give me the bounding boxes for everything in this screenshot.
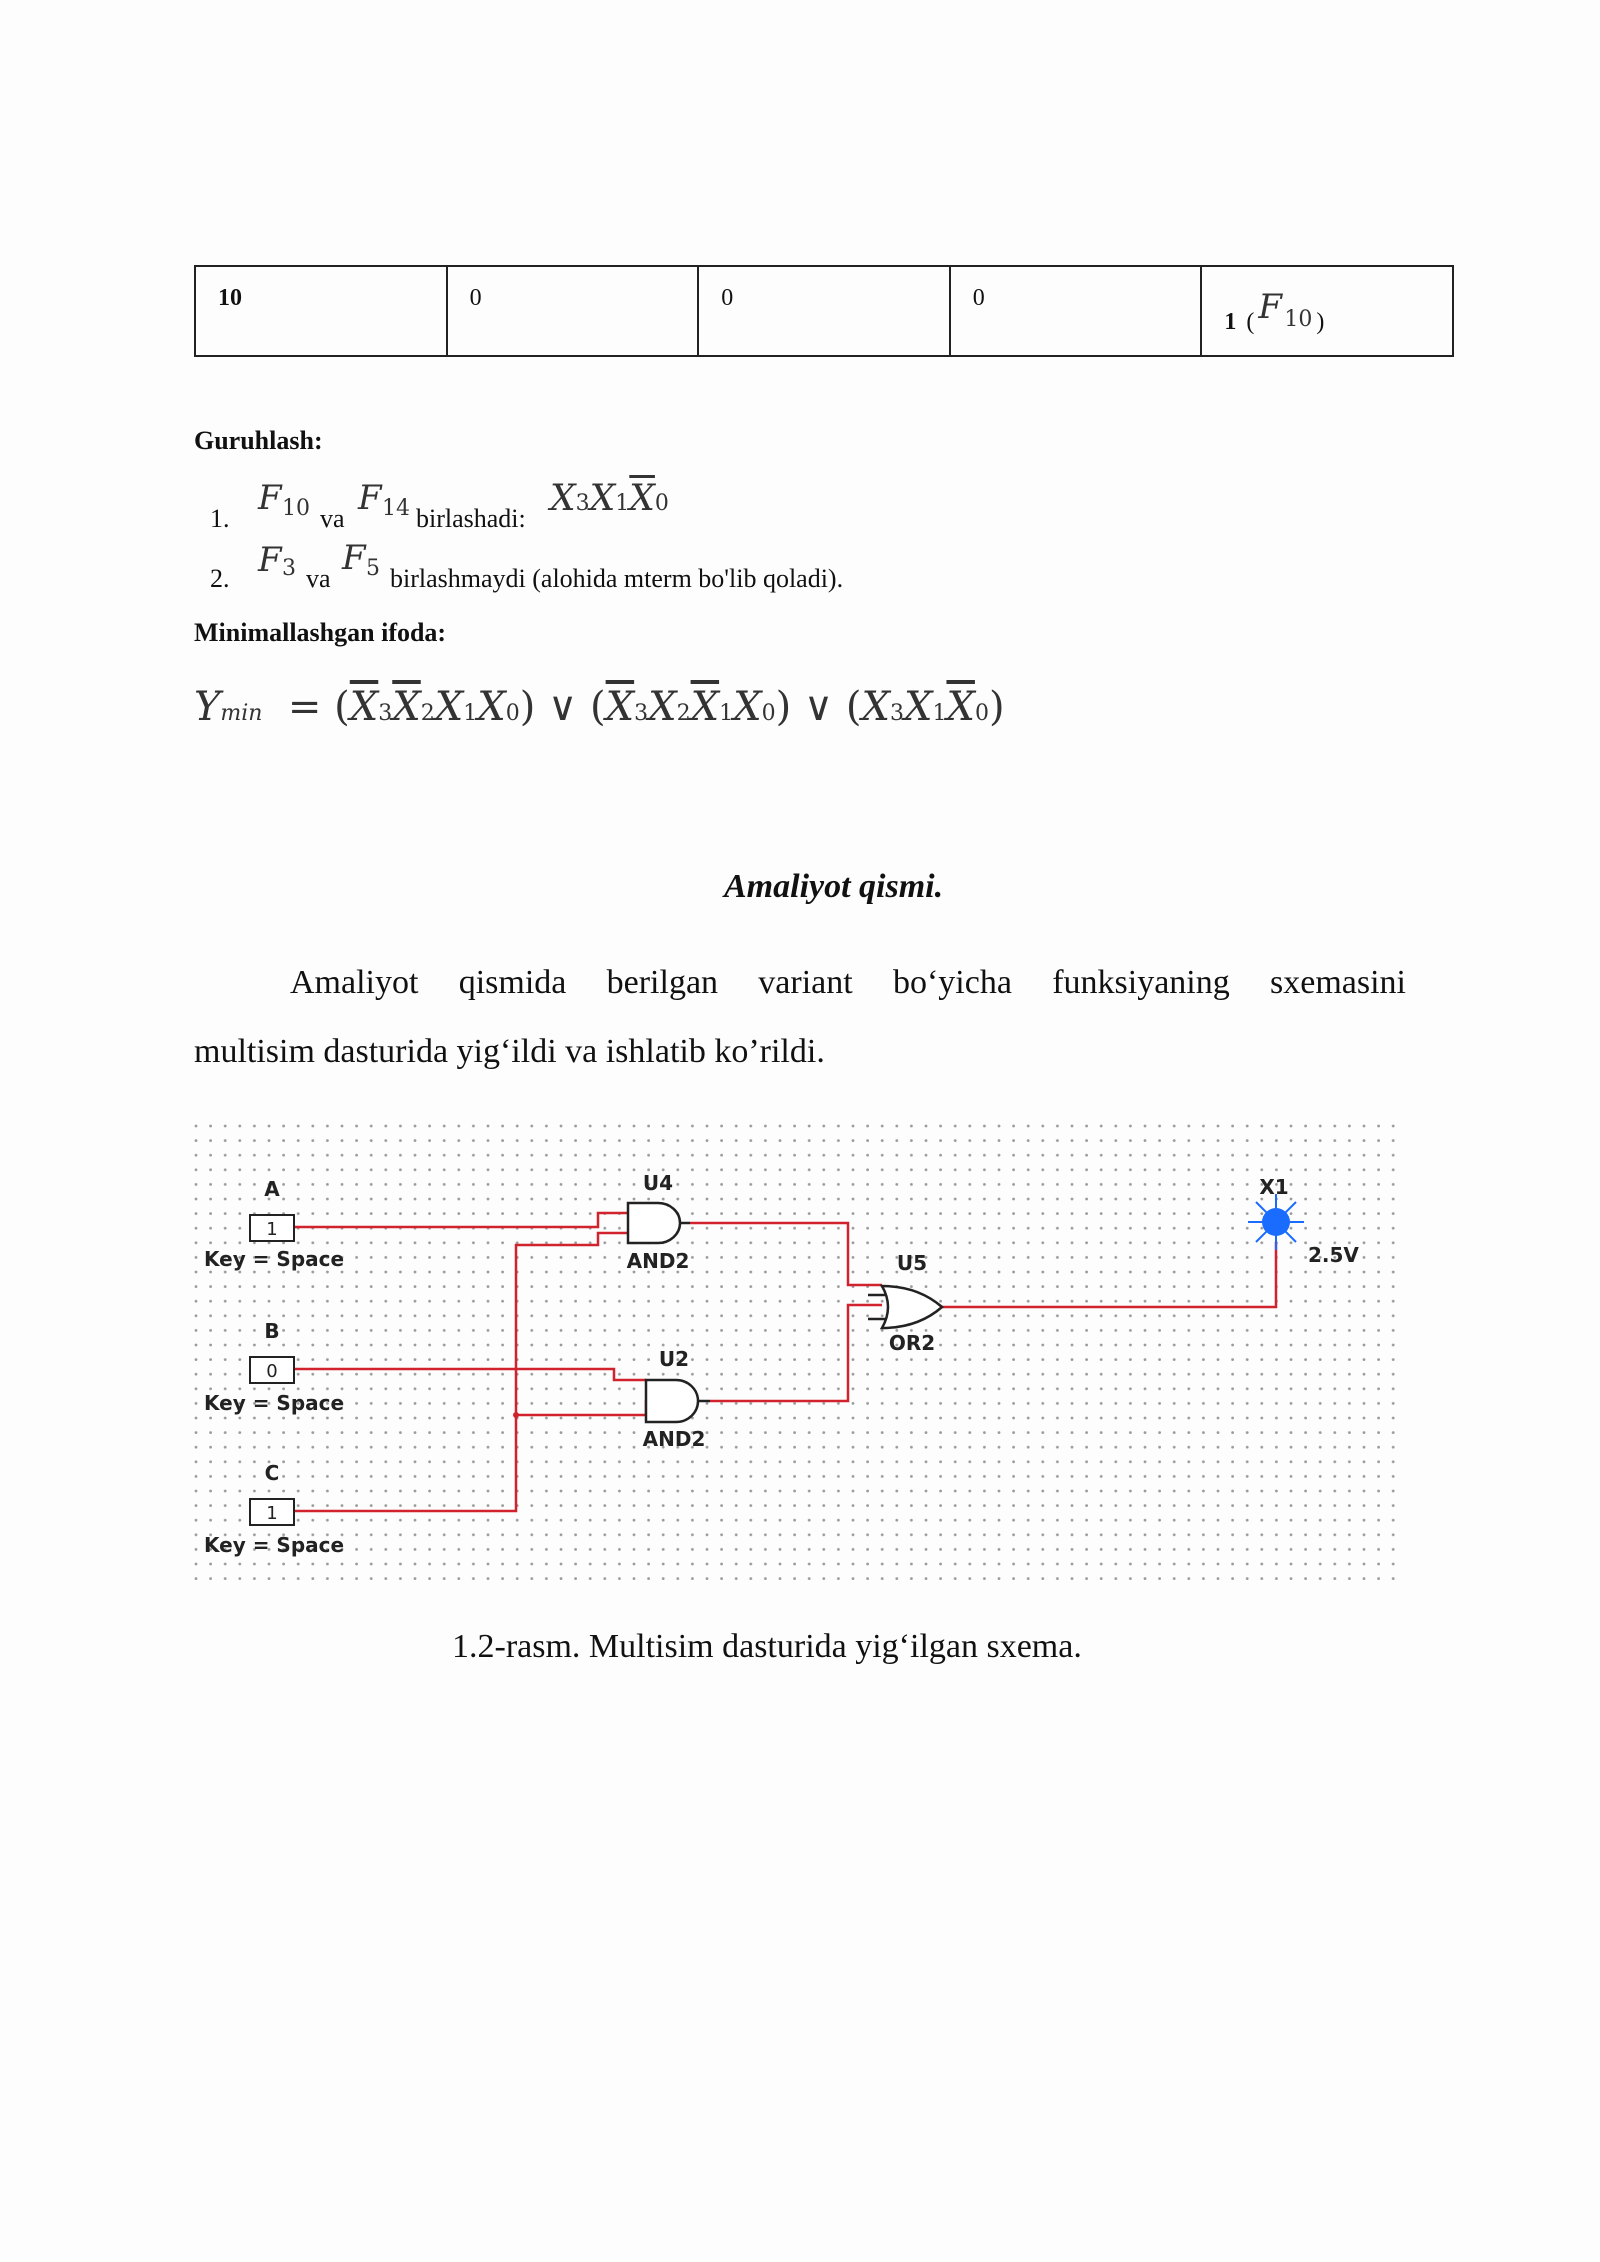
- math-symbol: F: [342, 538, 366, 578]
- switch-b[interactable]: [250, 1357, 294, 1383]
- minimized-expression: $Ymin = (\overline{X}3\overline{X}2X1X0)$ ∨ $(\overline{X}3X2\overline{X}1X0)$ ∨ $(X3X1\overline{X}0)$: [194, 684, 1005, 730]
- gate-type: AND2: [642, 1427, 706, 1451]
- grid-background: [194, 1124, 1406, 1584]
- switch-label: A: [264, 1177, 280, 1201]
- math-lhs: Y: [194, 684, 221, 730]
- math-subscript: 14: [382, 496, 410, 521]
- table-cell: 0: [447, 266, 699, 356]
- switch-state: 1: [266, 1503, 278, 1524]
- table-cell-result: [1201, 266, 1453, 356]
- list-text: birlashadi:: [416, 504, 526, 533]
- math-symbol: F: [258, 478, 282, 518]
- gate-ref: U5: [896, 1251, 928, 1275]
- switch-label: B: [264, 1319, 280, 1343]
- gate-type: AND2: [626, 1249, 690, 1273]
- table-row: [195, 266, 1453, 356]
- math-lhs-subscript: min: [220, 701, 263, 726]
- table-cell: 0: [698, 266, 950, 356]
- paren-open: (: [1246, 309, 1255, 335]
- gate-ref: U2: [658, 1347, 690, 1371]
- function-symbol: F: [1258, 287, 1282, 327]
- minimized-title: Minimallashgan ifoda:: [194, 618, 447, 647]
- table-cell: 0: [950, 266, 1202, 356]
- paragraph-line: Amaliyot qismida berilgan variant bo‘yicha funksiyaning sxemasini: [290, 964, 1406, 1001]
- function-subscript: 10: [1284, 307, 1313, 332]
- table-cell: 10: [195, 266, 447, 356]
- math-expression-x3x1x0: $X3X1\overline{X}0$: [550, 478, 669, 519]
- section-title: Amaliyot qismi.: [724, 868, 944, 905]
- math-subscript: 5: [366, 556, 380, 581]
- math-subscript: 3: [282, 556, 296, 581]
- probe-voltage: 2.5V: [1308, 1243, 1359, 1267]
- result-value: 1: [1224, 309, 1237, 335]
- conjunction-text: va: [320, 504, 345, 533]
- list-number: 1.: [210, 504, 230, 533]
- math-symbol: F: [358, 478, 382, 518]
- paren-close: ): [1316, 309, 1325, 335]
- truth-table-row: [194, 265, 1454, 357]
- switch-key-label: Key = Space: [204, 1391, 345, 1415]
- list-number: 2.: [210, 564, 230, 593]
- gate-type: OR2: [888, 1331, 936, 1355]
- probe-x1[interactable]: [1248, 1194, 1304, 1250]
- switch-a[interactable]: [250, 1215, 294, 1241]
- grouping-title: Guruhlash:: [194, 426, 323, 455]
- probe-ref: X1: [1259, 1175, 1289, 1199]
- switch-state: 0: [266, 1361, 278, 1382]
- junction-dot: [513, 1412, 519, 1418]
- gate-ref: U4: [642, 1171, 674, 1195]
- paragraph-line: multisim dasturida yig‘ildi va ishlatib ko’rildi.: [194, 1033, 825, 1070]
- math-symbol: F: [258, 540, 282, 580]
- switch-c[interactable]: [250, 1499, 294, 1525]
- list-text: birlashmaydi (alohida mterm bo'lib qoladi).: [390, 564, 844, 593]
- multisim-circuit-diagram: [194, 1124, 1406, 1584]
- switch-state: 1: [266, 1219, 278, 1240]
- switch-label: C: [264, 1461, 280, 1485]
- switch-key-label: Key = Space: [204, 1533, 345, 1557]
- switch-key-label: Key = Space: [204, 1247, 345, 1271]
- conjunction-text: va: [306, 564, 331, 593]
- math-subscript: 10: [282, 496, 310, 521]
- figure-caption: 1.2-rasm. Multisim dasturida yig‘ilgan sxema.: [452, 1628, 1082, 1665]
